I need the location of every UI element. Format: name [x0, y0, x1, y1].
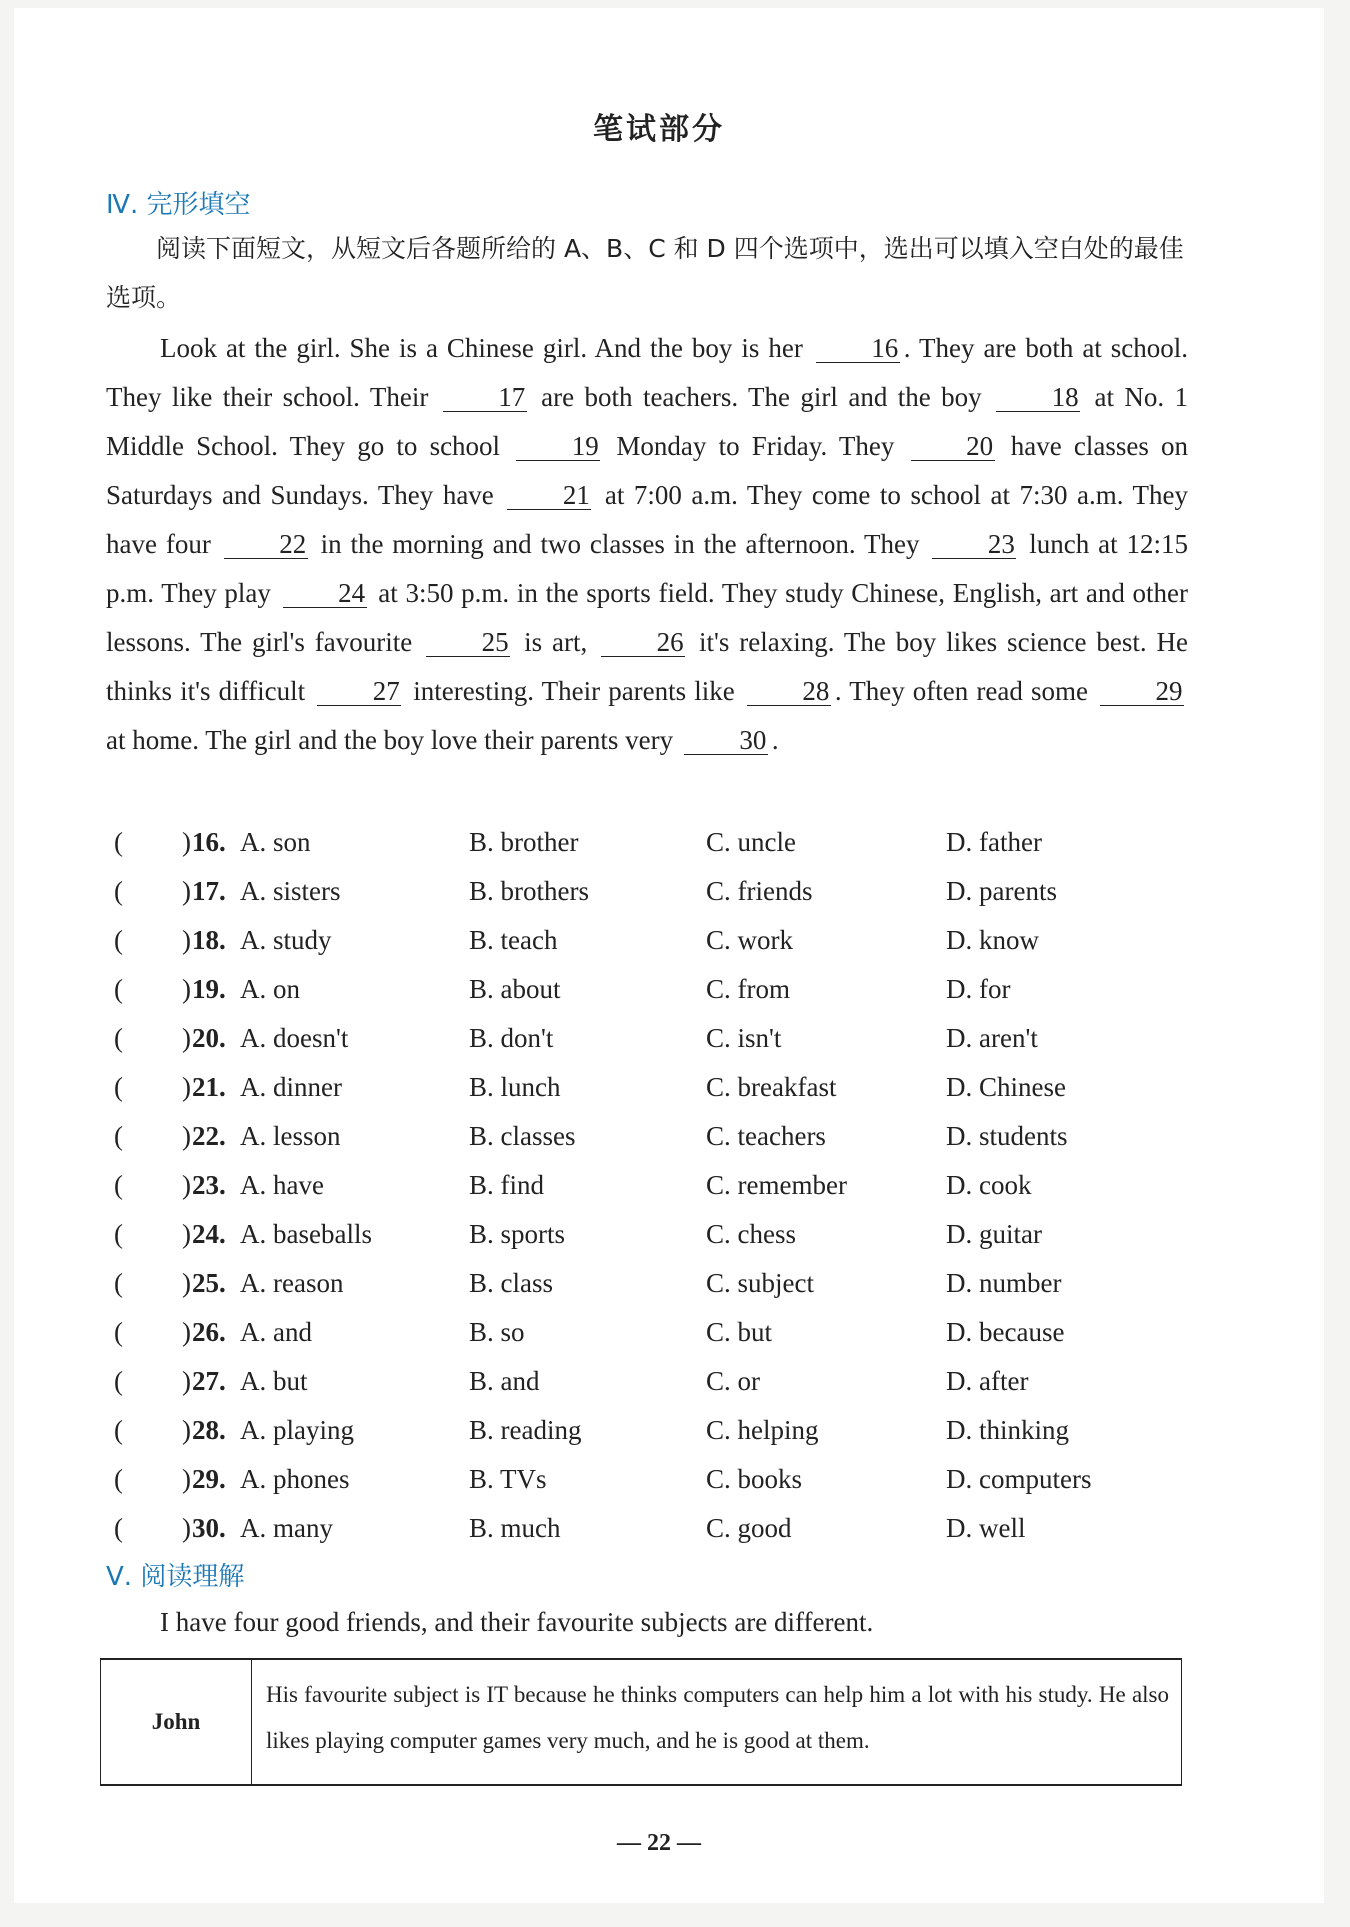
question-number: 18.	[192, 925, 226, 955]
friend-name-cell: John	[101, 1660, 252, 1784]
passage-text: it's relaxing. The boy likes science best. He thinks it's difficult	[106, 627, 1189, 706]
blank-26: 26	[601, 628, 685, 657]
option-d: D. guitar	[946, 1219, 1042, 1249]
workbook-page	[14, 8, 1324, 1903]
option-a: A. study	[240, 925, 332, 955]
option-b: B. TVs	[469, 1464, 547, 1494]
option-c: C. friends	[706, 876, 813, 906]
option-a: A. son	[240, 827, 311, 857]
question-number: 16.	[192, 827, 226, 857]
question-number: 20.	[192, 1023, 226, 1053]
passage-text: lunch at 12:15 p.m. They play	[106, 529, 1189, 608]
option-a: A. baseballs	[240, 1219, 372, 1249]
answer-paren-open[interactable]: (	[114, 974, 123, 1004]
answer-paren-close: )	[182, 1415, 191, 1445]
cloze-passage	[106, 324, 1188, 765]
option-d: D. aren't	[946, 1023, 1038, 1053]
option-d: D. because	[946, 1317, 1065, 1347]
answer-paren-open[interactable]: (	[114, 1121, 123, 1151]
option-b: B. class	[469, 1268, 553, 1298]
reading-intro: I have four good friends, and their favourite subjects are different.	[160, 1607, 874, 1637]
passage-text: Monday to Friday. They	[616, 431, 895, 461]
answer-paren-close: )	[182, 1219, 191, 1249]
option-b: B. don't	[469, 1023, 554, 1053]
answer-paren-open[interactable]: (	[114, 1268, 123, 1298]
option-d: D. number	[946, 1268, 1062, 1298]
question-row	[106, 867, 1206, 916]
option-d: D. father	[946, 827, 1042, 857]
option-c: C. teachers	[706, 1121, 826, 1151]
question-row	[106, 1112, 1206, 1161]
question-number: 17.	[192, 876, 226, 906]
answer-paren-close: )	[182, 974, 191, 1004]
answer-paren-open[interactable]: (	[114, 876, 123, 906]
question-row	[106, 1406, 1206, 1455]
question-row	[106, 1357, 1206, 1406]
blank-22: 22	[224, 530, 308, 559]
option-b: B. about	[469, 974, 561, 1004]
blank-25: 25	[426, 628, 510, 657]
answer-paren-open[interactable]: (	[114, 925, 123, 955]
question-row	[106, 1014, 1206, 1063]
question-number: 29.	[192, 1464, 226, 1494]
blank-21: 21	[507, 481, 591, 510]
answer-paren-open[interactable]: (	[114, 1023, 123, 1053]
option-c: C. books	[706, 1464, 803, 1494]
option-c: C. isn't	[706, 1023, 782, 1053]
option-a: A. dinner	[240, 1072, 342, 1102]
answer-paren-close: )	[182, 1170, 191, 1200]
passage-text: at No. 1 Middle School. They go to school	[106, 382, 1189, 461]
option-a: A. on	[240, 974, 300, 1004]
option-c: C. or	[706, 1366, 760, 1396]
option-c: C. subject	[706, 1268, 814, 1298]
answer-paren-open[interactable]: (	[114, 1170, 123, 1200]
blank-28: 28	[747, 677, 831, 706]
answer-paren-open[interactable]: (	[114, 1415, 123, 1445]
question-row	[106, 965, 1206, 1014]
question-row	[106, 1161, 1206, 1210]
option-a: A. many	[240, 1513, 333, 1543]
option-b: B. and	[469, 1366, 540, 1396]
blank-18: 18	[996, 383, 1080, 412]
passage-text: . They are both at school. They like their school. Their	[106, 333, 1188, 412]
option-a: A. and	[240, 1317, 312, 1347]
question-number: 21.	[192, 1072, 226, 1102]
option-a: A. but	[240, 1366, 308, 1396]
option-c: C. from	[706, 974, 790, 1004]
option-d: D. parents	[946, 876, 1057, 906]
passage-text: have classes on Saturdays and Sundays. They have	[106, 431, 1189, 510]
question-row	[106, 1259, 1206, 1308]
question-row	[106, 916, 1206, 965]
blank-27: 27	[317, 677, 401, 706]
answer-paren-close: )	[182, 876, 191, 906]
answer-paren-open[interactable]: (	[114, 827, 123, 857]
blank-16: 16	[816, 334, 900, 363]
option-b: B. find	[469, 1170, 545, 1200]
answer-paren-close: )	[182, 1072, 191, 1102]
answer-paren-close: )	[182, 827, 191, 857]
answer-paren-close: )	[182, 1023, 191, 1053]
question-number: 19.	[192, 974, 226, 1004]
question-number: 30.	[192, 1513, 226, 1543]
answer-paren-close: )	[182, 1317, 191, 1347]
question-row	[106, 1063, 1206, 1112]
section-5-heading: Ⅴ. 阅读理解	[106, 1562, 245, 1592]
answer-paren-close: )	[182, 1366, 191, 1396]
option-a: A. phones	[240, 1464, 350, 1494]
question-row	[106, 1210, 1206, 1259]
question-number: 27.	[192, 1366, 226, 1396]
question-number: 26.	[192, 1317, 226, 1347]
answer-paren-open[interactable]: (	[114, 1464, 123, 1494]
option-d: D. Chinese	[946, 1072, 1066, 1102]
option-d: D. thinking	[946, 1415, 1070, 1445]
option-a: A. sisters	[240, 876, 341, 906]
question-number: 24.	[192, 1219, 226, 1249]
answer-paren-open[interactable]: (	[114, 1513, 123, 1543]
blank-20: 20	[911, 432, 995, 461]
option-b: B. sports	[469, 1219, 566, 1249]
option-b: B. brothers	[469, 876, 589, 906]
option-a: A. lesson	[240, 1121, 341, 1151]
option-c: C. breakfast	[706, 1072, 837, 1102]
blank-23: 23	[932, 530, 1016, 559]
option-b: B. so	[469, 1317, 525, 1347]
option-a: A. doesn't	[240, 1023, 349, 1053]
option-c: C. uncle	[706, 827, 796, 857]
answer-paren-close: )	[182, 1464, 191, 1494]
answer-paren-open[interactable]: (	[114, 1366, 123, 1396]
passage-text: .	[771, 725, 779, 755]
passage-text: in the morning and two classes in the afternoon. They	[320, 529, 920, 559]
passage-text: are both teachers. The girl and the boy	[541, 382, 982, 412]
friends-table	[100, 1658, 1182, 1786]
option-b: B. classes	[469, 1121, 576, 1151]
option-b: B. teach	[469, 925, 558, 955]
option-d: D. after	[946, 1366, 1029, 1396]
section-4-instruction: 阅读下面短文，从短文后各题所给的 A、B、C 和 D 四个选项中，选出可以填入空白处的最佳选项。	[106, 234, 1184, 312]
option-d: D. students	[946, 1121, 1068, 1151]
question-number: 28.	[192, 1415, 226, 1445]
passage-text: at home. The girl and the boy love their parents very	[106, 725, 674, 755]
blank-24: 24	[283, 579, 367, 608]
passage-text: is art,	[524, 627, 588, 657]
passage-text: . They often read some	[834, 676, 1088, 706]
option-c: C. good	[706, 1513, 792, 1543]
blank-30: 30	[684, 726, 768, 755]
option-c: C. but	[706, 1317, 773, 1347]
passage-text: Look at the girl. She is a Chinese girl. And the boy is her	[160, 333, 803, 363]
blank-17: 17	[443, 383, 527, 412]
option-a: A. playing	[240, 1415, 354, 1445]
option-d: D. computers	[946, 1464, 1092, 1494]
page-title: 笔试部分	[593, 112, 725, 147]
option-c: C. remember	[706, 1170, 847, 1200]
option-c: C. chess	[706, 1219, 796, 1249]
option-a: A. reason	[240, 1268, 344, 1298]
option-b: B. lunch	[469, 1072, 561, 1102]
passage-text: interesting. Their parents like	[413, 676, 735, 706]
option-d: D. well	[946, 1513, 1026, 1543]
question-number: 22.	[192, 1121, 226, 1151]
question-row	[106, 1455, 1206, 1504]
option-d: D. know	[946, 925, 1039, 955]
page-number: — 22 —	[617, 1830, 701, 1856]
friend-description-cell: His favourite subject is IT because he thinks computers can help him a lot with his study. He also likes playing computer games very much, and he is good at them.	[266, 1682, 1169, 1753]
question-row	[106, 1308, 1206, 1357]
answer-paren-open[interactable]: (	[114, 1219, 123, 1249]
option-d: D. cook	[946, 1170, 1032, 1200]
question-number: 23.	[192, 1170, 226, 1200]
blank-19: 19	[516, 432, 600, 461]
option-b: B. brother	[469, 827, 579, 857]
answer-paren-close: )	[182, 1121, 191, 1151]
passage-text: at 7:00 a.m. They come to school at 7:30 a.m. They have four	[106, 480, 1189, 559]
section-4-heading: Ⅳ. 完形填空	[106, 190, 251, 220]
option-b: B. much	[469, 1513, 561, 1543]
option-c: C. work	[706, 925, 793, 955]
answer-paren-close: )	[182, 1268, 191, 1298]
option-b: B. reading	[469, 1415, 582, 1445]
question-row	[106, 1504, 1206, 1553]
answer-paren-open[interactable]: (	[114, 1317, 123, 1347]
option-c: C. helping	[706, 1415, 819, 1445]
blank-29: 29	[1100, 677, 1184, 706]
answer-paren-close: )	[182, 1513, 191, 1543]
option-d: D. for	[946, 974, 1011, 1004]
question-row	[106, 818, 1206, 867]
question-number: 25.	[192, 1268, 226, 1298]
passage-text: at 3:50 p.m. in the sports field. They study Chinese, English, art and other lessons. The girl's favourite	[106, 578, 1188, 657]
answer-paren-close: )	[182, 925, 191, 955]
option-a: A. have	[240, 1170, 324, 1200]
answer-paren-open[interactable]: (	[114, 1072, 123, 1102]
